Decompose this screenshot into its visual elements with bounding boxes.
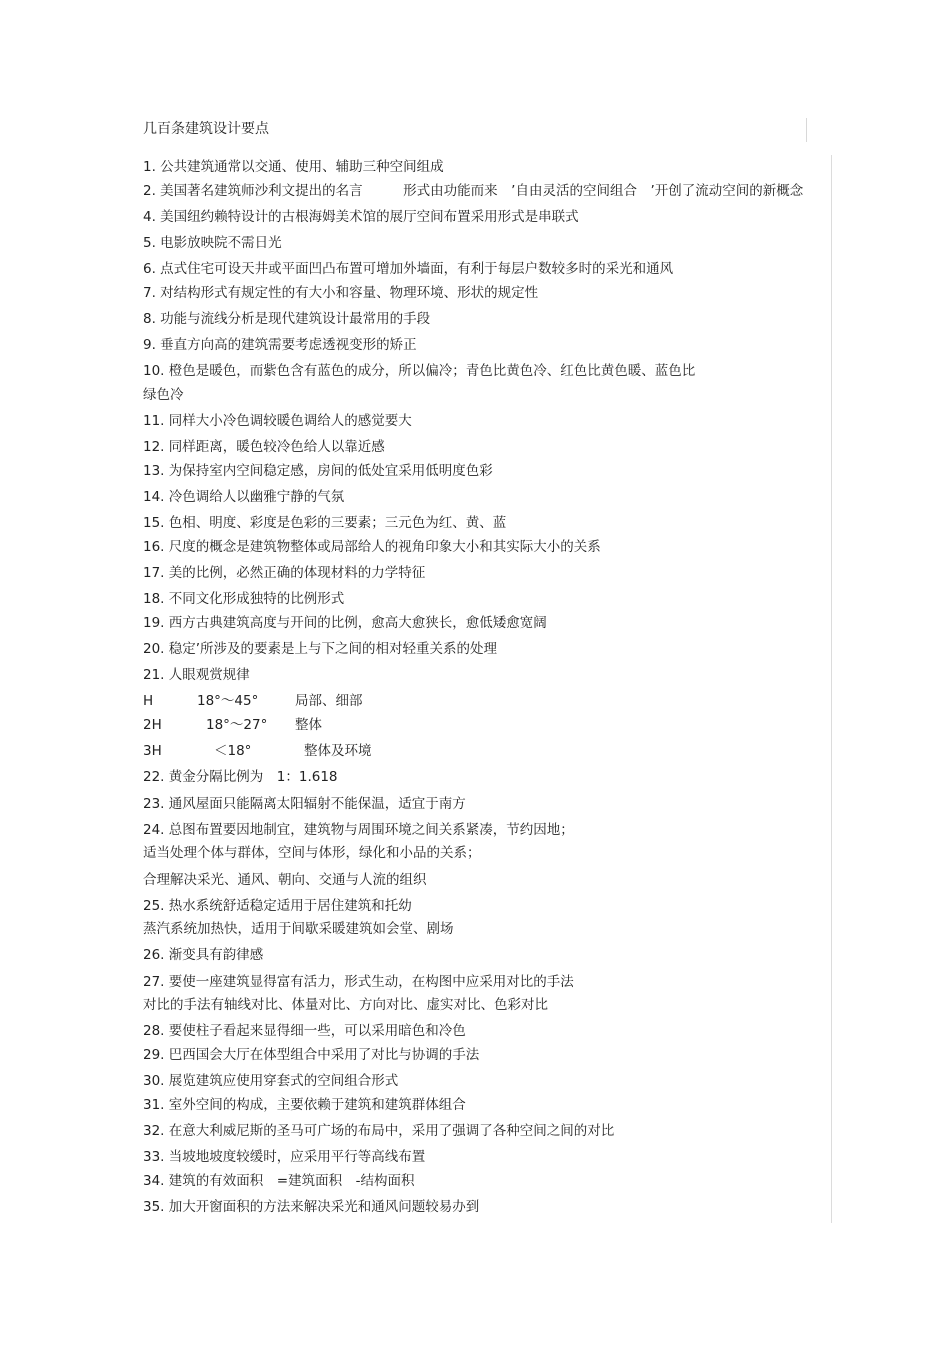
list-item: 23. 通风屋面只能隔离太阳辐射不能保温，适宜于南方 bbox=[143, 795, 466, 812]
list-item-continuation: 合理解决采光、通风、朝向、交通与人流的组织 bbox=[143, 871, 427, 888]
list-item: 22. 黄金分隔比例为 1：1.618 bbox=[143, 769, 338, 786]
list-item: 10. 橙色是暖色，而紫色含有蓝色的成分，所以偏冷；青色比黄色冷、红色比黄色暖、蓝色比 bbox=[143, 363, 696, 380]
list-item: 13. 为保持室内空间稳定感，房间的低处宜采用低明度色彩 bbox=[143, 462, 493, 479]
list-item: 11. 同样大小冷色调较暖色调给人的感觉要大 bbox=[143, 413, 412, 430]
list-item: 14. 冷色调给人以幽雅宁静的气氛 bbox=[143, 489, 345, 506]
vision-scope: 局部、细部 bbox=[295, 693, 363, 710]
vision-scope: 整体及环境 bbox=[304, 743, 372, 760]
list-item-continuation: 适当处理个体与群体，空间与体形，绿化和小品的关系； bbox=[143, 845, 481, 862]
list-item: 26. 渐变具有韵律感 bbox=[143, 947, 264, 964]
list-item: 6. 点式住宅可设天井或平面凹凸布置可增加外墙面，有利于每层户数较多时的采光和通风 bbox=[143, 261, 674, 278]
margin-rule bbox=[831, 155, 832, 1223]
list-item: 24. 总图布置要因地制宜，建筑物与周围环境之间关系紧凑，节约因地； bbox=[143, 821, 574, 838]
list-item: 21. 人眼观赏规律 bbox=[143, 667, 250, 684]
vision-scope: 整体 bbox=[295, 716, 322, 733]
list-item: 33. 当坡地坡度较缓时，应采用平行等高线布置 bbox=[143, 1149, 426, 1166]
vision-angle: 18°～45° bbox=[197, 693, 259, 710]
vision-distance: H bbox=[143, 693, 154, 710]
list-item: 27. 要使一座建筑显得富有活力，形式生动，在构图中应采用对比的手法 bbox=[143, 973, 574, 990]
vision-angle: ＜18° bbox=[214, 743, 252, 760]
list-item: 34. 建筑的有效面积 =建筑面积 -结构面积 bbox=[143, 1172, 415, 1189]
vision-distance: 2H bbox=[143, 716, 162, 733]
list-item-continuation: 绿色冷 bbox=[143, 386, 184, 403]
list-item: 17. 美的比例，必然正确的体现材料的力学特征 bbox=[143, 565, 426, 582]
list-item: 35. 加大开窗面积的方法来解决采光和通风问题较易办到 bbox=[143, 1198, 480, 1215]
document-title: 几百条建筑设计要点 bbox=[143, 121, 269, 137]
header-divider bbox=[806, 118, 807, 142]
list-item: 5. 电影放映院不需日光 bbox=[143, 234, 282, 251]
vision-row bbox=[143, 690, 825, 714]
list-item: 4. 美国纽约赖特设计的古根海姆美术馆的展厅空间布置采用形式是串联式 bbox=[143, 208, 579, 225]
list-item-continuation: 蒸汽系统加热快，适用于间歇采暖建筑如会堂、剧场 bbox=[143, 921, 454, 938]
list-item: 9. 垂直方向高的建筑需要考虑透视变形的矫正 bbox=[143, 337, 417, 354]
list-item: 1. 公共建筑通常以交通、使用、辅助三种空间组成 bbox=[143, 159, 444, 175]
list-item: 16. 尺度的概念是建筑物整体或局部给人的视角印象大小和其实际大小的关系 bbox=[143, 538, 601, 555]
vision-distance: 3H bbox=[143, 743, 162, 760]
list-item: 25. 热水系统舒适稳定适用于居住建筑和托幼 bbox=[143, 897, 412, 914]
list-item: 20. 稳定’所涉及的要素是上与下之间的相对轻重关系的处理 bbox=[143, 641, 498, 657]
list-item: 29. 巴西国会大厅在体型组合中采用了对比与协调的手法 bbox=[143, 1047, 480, 1064]
content-body bbox=[143, 156, 825, 1220]
list-item: 19. 西方古典建筑高度与开间的比例，愈高大愈狭长，愈低矮愈宽阔 bbox=[143, 614, 547, 631]
vision-angle: 18°～27° bbox=[206, 716, 268, 733]
list-item: 32. 在意大利威尼斯的圣马可广场的布局中，采用了强调了各种空间之间的对比 bbox=[143, 1123, 615, 1139]
list-item: 18. 不同文化形成独特的比例形式 bbox=[143, 591, 345, 608]
list-item-continuation: 对比的手法有轴线对比、体量对比、方向对比、虚实对比、色彩对比 bbox=[143, 997, 548, 1014]
list-item: 2. 美国著名建筑师沙利文提出的名言 形式由功能而来 ’自由灵活的空间组合 ’开创了流动空间的新概念 bbox=[143, 182, 804, 199]
list-item: 7. 对结构形式有规定性的有大小和容量、物理环境、形状的规定性 bbox=[143, 284, 539, 301]
list-item: 31. 室外空间的构成，主要依赖于建筑和建筑群体组合 bbox=[143, 1096, 466, 1113]
list-item: 30. 展览建筑应使用穿套式的空间组合形式 bbox=[143, 1073, 399, 1090]
vision-table bbox=[143, 690, 825, 763]
vision-row bbox=[143, 740, 825, 764]
list-item: 8. 功能与流线分析是现代建筑设计最常用的手段 bbox=[143, 310, 431, 327]
vision-row bbox=[143, 714, 825, 738]
list-item: 15. 色相、明度、彩度是色彩的三要素；三元色为红、黄、蓝 bbox=[143, 515, 507, 532]
list-item: 28. 要使柱子看起来显得细一些，可以采用暗色和冷色 bbox=[143, 1023, 466, 1040]
list-item: 12. 同样距离，暖色较冷色给人以靠近感 bbox=[143, 439, 385, 456]
